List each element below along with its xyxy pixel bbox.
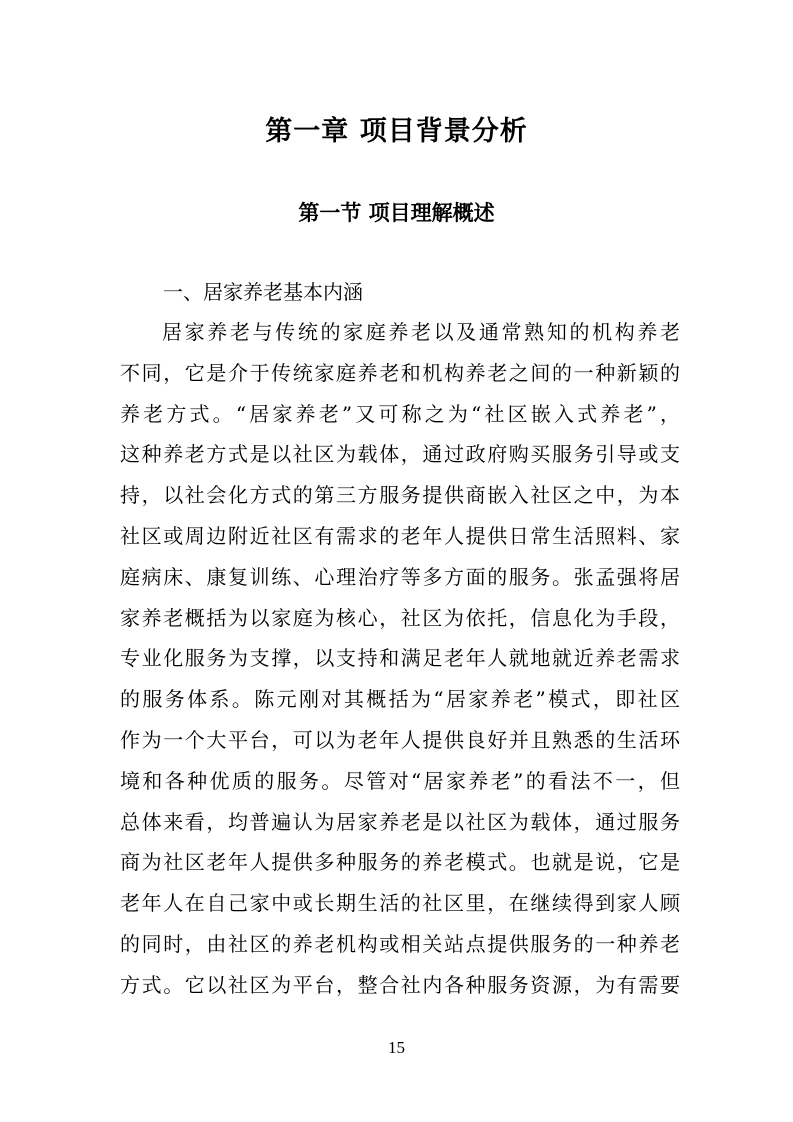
- subheading: 一、居家养老基本内涵: [163, 280, 363, 304]
- chapter-title: 第一章 项目背景分析: [265, 116, 528, 147]
- body-line: 养老方式。“居家养老”又可称之为“社区嵌入式养老”，: [120, 401, 680, 426]
- body-line: 方式。它以社区为平台，整合社内各种服务资源，为有需要: [120, 972, 680, 997]
- body-paragraph: [120, 312, 680, 1006]
- body-line: 境和各种优质的服务。尽管对“居家养老”的看法不一，但: [120, 768, 680, 793]
- body-line: 商为社区老年人提供多种服务的养老模式。也就是说，它是: [120, 850, 680, 875]
- body-line: 持，以社会化方式的第三方服务提供商嵌入社区之中，为本: [120, 483, 680, 508]
- body-line: 居家养老与传统的家庭养老以及通常熟知的机构养老: [162, 320, 680, 344]
- page-number: 15: [388, 1038, 405, 1057]
- body-line: 不同，它是介于传统家庭养老和机构养老之间的一种新颖的: [120, 360, 680, 385]
- body-line: 家养老概括为以家庭为核心，社区为依托，信息化为手段，: [120, 605, 680, 630]
- body-line: 社区或周边附近社区有需求的老年人提供日常生活照料、家: [120, 523, 680, 548]
- body-line: 这种养老方式是以社区为载体，通过政府购买服务引导或支: [120, 442, 680, 467]
- body-line: 总体来看，均普遍认为居家养老是以社区为载体，通过服务: [120, 809, 680, 834]
- body-line: 的同时，由社区的养老机构或相关站点提供服务的一种养老: [120, 931, 680, 956]
- body-line: 庭病床、康复训练、心理治疗等多方面的服务。张孟强将居: [120, 564, 680, 589]
- body-line: 专业化服务为支撑，以支持和满足老年人就地就近养老需求: [120, 646, 680, 671]
- body-line: 的服务体系。陈元刚对其概括为“居家养老”模式，即社区: [120, 687, 680, 712]
- body-line: 作为一个大平台，可以为老年人提供良好并且熟悉的生活环: [120, 727, 680, 752]
- section-title: 第一节 项目理解概述: [298, 201, 495, 225]
- body-line: 老年人在自己家中或长期生活的社区里，在继续得到家人顾: [120, 891, 680, 916]
